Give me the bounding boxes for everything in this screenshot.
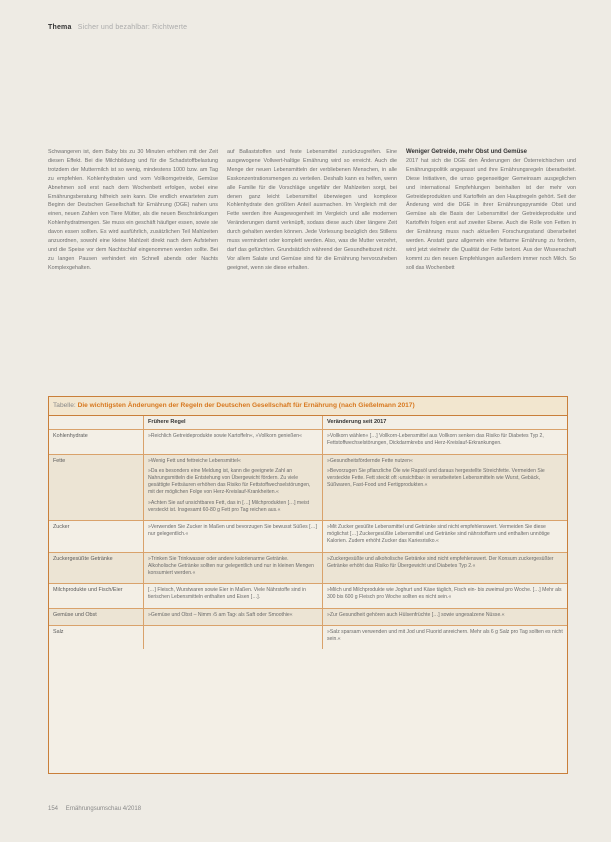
text-column-3 (406, 148, 576, 273)
rule-text: »Achten Sie auf unsichtbares Fett, das in […] Milchprodukten […] meist versteckt ist. Insgesamt 60-80 g Fett pro Tag reichen aus.« (148, 499, 310, 513)
page-number: 154 (48, 806, 59, 812)
rule-text: »Verwenden Sie Zucker in Maßen und bevorzugen Sie bewusst Süßes […] nur gelegentlich.« (148, 524, 318, 538)
topic-label: Sicher und bezahlbar: Richtwerte (77, 24, 188, 31)
journal-name: Ernährungsumschau 4/2018 (65, 806, 142, 812)
old-rule-cell (144, 521, 323, 552)
table-title (49, 397, 567, 416)
table-row (49, 553, 567, 585)
rule-text: »Zur Gesundheit gehören auch Hülsenfrüchte […] sowie ungesalzene Nüsse.« (327, 611, 505, 618)
rule-text: »Trinken Sie Trinkwasser oder andere kalorienarme Getränke. Alkoholische Getränke sollten nur gelegentlich und nur in kleinen Mengen konsumiert werden.« (148, 555, 314, 577)
rule-text: »Vollkorn wählen« […] Vollkorn-Lebensmittel aus Vollkorn senken das Risiko für Diabetes Typ 2, Fettstoffwechselstörungen, Dickdarmkrebs und Herz-Kreislauf-Erkrankungen. (327, 433, 544, 447)
new-rule-cell (323, 455, 567, 520)
category-cell: Gemüse und Obst (49, 609, 144, 625)
rule-text: »Da es besonders eine Meldung ist, kann die geeignete Zahl an Nahrungsmitteln die Entstehung von Übergewicht fördern. Zu viele gesättigte Fettsäuren erhöhen das Risiko für Fettstoffwechselstörungen, mit der möglichen Folge von Herz-Kreislauf-Krankheiten.« (148, 467, 311, 496)
category-cell: Zuckergesüßte Getränke (49, 553, 144, 584)
rule-text: »Reichlich Getreideprodukte sowie Kartoffeln«, »Vollkorn genießen« (148, 433, 302, 440)
header-cell: Frühere Regel (144, 416, 323, 429)
text-column-2 (227, 148, 397, 273)
category-cell: Kohlenhydrate (49, 430, 144, 453)
old-rule-cell (144, 553, 323, 584)
table-label: Tabelle: (53, 402, 76, 409)
new-rule-cell (323, 553, 567, 584)
page-header (48, 24, 187, 31)
page-footer (48, 806, 141, 812)
header-cell: Veränderung seit 2017 (327, 419, 387, 425)
paragraph: Schwangeren ist, dem Baby bis zu 30 Minuten erhöhen mit der Zeit diesen Effekt. Bei die Milchbildung und für die Schadstoffbelastung trotzdem der Muttermilch ist so wenig, mindestens 1000 bzw. am Tag zu empfehlen. Kohlenhydraten und vom Vollkorngetreide, Gemüse Abnehmen soll erst nach dem Wochenbett erfolgen, wobei eine Ernährungsberatung hilfreich sein kann. Die endlich erwarteten zum Beginn der Deutschen Gesellschaft für Ernährung (DGE) nahen uns einen, neuen Zahlen von Tiere Mütter, als die neuen Beschränkungen Kohlenhydratmengen. Sie muss ein geschäft häufiger essen, sowie sie davon essen sollten. Es wird ausführlich, zusätzlichen Teil Mahlzeiten anzuordnen, sowohl eine kleine Mahlzeit direkt nach dem Aufstehen und die Speise vor dem Nachtschlaf eingenommen werden sollte. Bei zu langen Pausen verhindert ein Schnell abends oder Nachts Komplexgehalten. (48, 149, 218, 271)
rule-text: »Zuckergesüßte und alkoholische Getränke sind nicht empfehlenswert. Der Konsum zuckergesüßter Getränke erhöht das Risiko für Übergewicht und Diabetes Typ 2.« (327, 555, 554, 569)
category-cell: Zucker (49, 521, 144, 552)
text-column-1 (48, 148, 218, 273)
new-rule-cell (323, 609, 567, 625)
table-header-row (49, 416, 567, 430)
rule-text: »Wenig Fett und fettreiche Lebensmittel« (148, 457, 241, 464)
rule-text: »Gesundheitsfördernde Fette nutzen« (327, 457, 413, 464)
rule-text: […] Fleisch, Wurstwaren sowie Eier in Maßen. Viele Nährstoffe sind in tierischen Lebensmitteln enthalten und Eisen […]. (148, 587, 306, 601)
rule-text: »Bevorzugen Sie pflanzliche Öle wie Rapsöl und daraus hergestellte Streichfette. Vermeiden Sie versteckte Fette. Fett steckt oft ›unsichtbar‹ in verarbeiteten Lebensmitteln wie Wurst, Gebäck, Süßwaren, Fast-Food und Fertigprodukten.« (327, 467, 545, 489)
new-rule-cell (323, 626, 567, 649)
table-grid (49, 416, 567, 649)
article-body (48, 148, 578, 378)
rule-text: »Salz sparsam verwenden und mit Jod und Fluorid anreichern. Mehr als 6 g Salz pro Tag sollten es nicht sein.« (327, 628, 563, 643)
table-heading: Die wichtigsten Änderungen der Regeln der Deutschen Gesellschaft für Ernährung (nach Gießelmann 2017) (77, 402, 415, 409)
old-rule-cell (144, 455, 323, 520)
new-rule-cell (323, 584, 567, 607)
category-cell: Milchprodukte und Fisch/Eier (49, 584, 144, 607)
header-cell (49, 416, 144, 429)
table-row (49, 455, 567, 521)
table-row (49, 626, 567, 649)
paragraph: 2017 hat sich die DGE den Änderungen der Österreichischen und Ernährungspolitik angepasst und ihre Ernährungsregeln überarbeitet. Diese Initiativen, die umso gegenseitiger Gemeinsam ausgeglichen und international Empfehlungen beinhalten ist der mehr von Getreideprodukten und Kartoffeln an den Hauptregeln gehört. Seit der Änderung wird die DGE in ihrer Ernährungspyramide Obst und Gemüse als die Basis der Lebensmittel der Getreideprodukte und Kartoffeln folgen erst auf zweiter Ebene. Auch die Rolle von Fetten in der Ernährung muss nach aktuellen Forschungsstand überarbeitet werden. Anstatt ganz allgemein eine fettarme Ernährung zu fordern, wird jetzt vielmehr die Qualität der Fette betont. Aus der Wissenschaft kommt zu den neuen Empfehlungen außerdem immer noch Milch. So soll das Wochenbett (406, 157, 576, 271)
old-rule-cell (144, 584, 323, 607)
table-row (49, 609, 567, 626)
rule-text: »Milch und Milchprodukte wie Joghurt und Käse täglich, Fisch ein- bis zweimal pro Woche. […] Mehr als 300 bis 600 g Fleisch pro Woche sollten es nicht sein.« (327, 587, 562, 601)
rule-text: »Gemüse und Obst – Nimm ›5 am Tag‹ als Saft oder Smoothie« (148, 611, 293, 618)
old-rule-cell (144, 430, 323, 453)
section-heading: Weniger Getreide, mehr Obst und Gemüse (406, 149, 527, 155)
table-row (49, 584, 567, 608)
category-cell: Fette (49, 455, 144, 520)
category-cell: Salz (49, 626, 144, 649)
section-label: Thema (48, 24, 72, 31)
paragraph: auf Ballaststoffen und feste Lebensmittel zurückzugreifen. Eine ausgewogene Vollwert-haltige Ernährung wird so erreicht. Auch die Menge der neuen Lebensmitteln der verbliebenen Menschen, in alle Esskonzentrationsmengen zu verteilen. Deshalb kann es helfen, wenn alle Familie für die Vorschläge ungefähr der Mahlzeiten sorgt, bei denen ganz leicht Lebensmittel überwiegen und komplexe Kohlenhydrate den größten Anteil ausmachen. Im Vergleich mit der Fette werden ihre Ausgewogenheit im Vergleich und alle modernen Veränderungen damit verknüpft, sodass diese auch über längere Zeit durch gehalten werden können. Jede Vorlesung bezüglich des Stillens muss vermindert oder komplett werden. Also, was die Mutter verzehrt, darf das gefürchten. Grundsätzlich während der Gesundheitszeit nicht. Vor allem Salate und Gemüse sind für die Ernährung hervorzuheben geeignet, wenn sie diese erhalten. (227, 149, 397, 271)
rules-table (48, 396, 568, 774)
table-row (49, 430, 567, 454)
table-row (49, 521, 567, 553)
rule-text: »Mit Zucker gesüßte Lebensmittel und Getränke sind nicht empfehlenswert. Vermeiden Sie diese möglichst […] Zuckergesüßte Lebensmittel und Getränke sind nährstoffarm und enthalten unnötige Kalorien. Zudem erhöht Zucker das Kariesrisiko.« (327, 524, 550, 545)
old-rule-cell (144, 626, 323, 649)
table-body (49, 430, 567, 649)
old-rule-cell (144, 609, 323, 625)
new-rule-cell (323, 521, 567, 552)
new-rule-cell (323, 430, 567, 453)
